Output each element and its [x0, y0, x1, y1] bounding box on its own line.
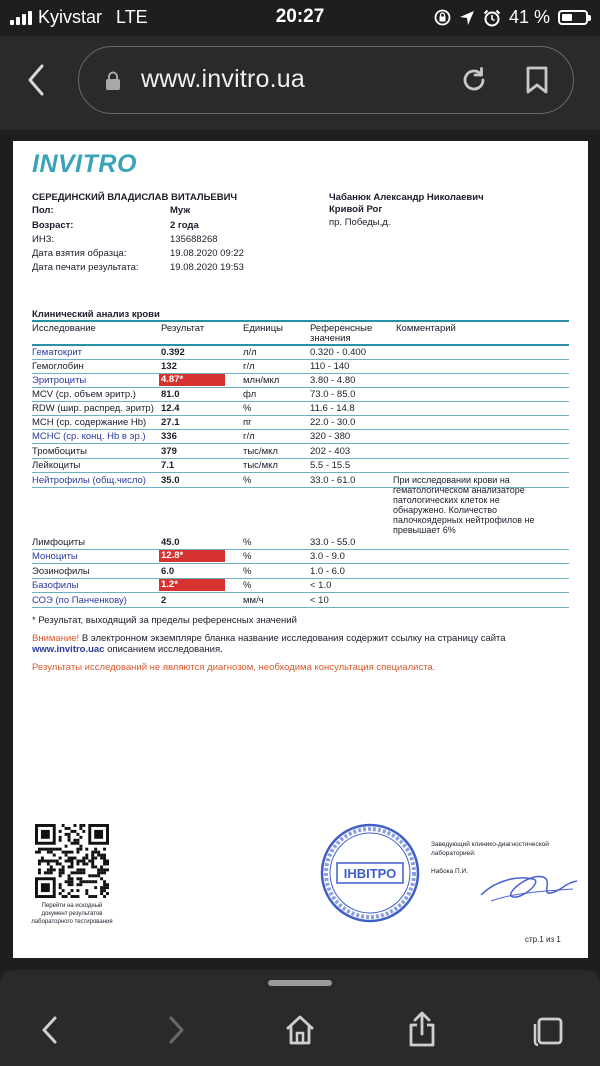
- reference-range: 22.0 - 30.0: [310, 417, 356, 428]
- result-value: 12.4: [161, 403, 180, 414]
- stamp-text: ІНВІТРО: [343, 866, 397, 881]
- qr-caption-1: Перейти на исходный: [41, 903, 103, 909]
- address-bar[interactable]: [78, 46, 574, 114]
- unit: тыс/мкл: [243, 446, 278, 457]
- unit: млн/мкл: [243, 375, 280, 386]
- row-rule: [32, 359, 569, 360]
- sample-date-value: 19.08.2020 09:22: [170, 248, 244, 259]
- row-rule: [32, 373, 569, 374]
- row-rule: [32, 458, 569, 459]
- signature: [473, 865, 583, 909]
- reference-range: 320 - 380: [310, 431, 351, 442]
- reference-range: 202 - 403: [310, 446, 351, 457]
- test-name[interactable]: Эритроциты: [32, 375, 87, 386]
- test-name[interactable]: Гематокрит: [32, 347, 83, 358]
- sex-value: Муж: [170, 205, 191, 216]
- result-value: 6.0: [161, 566, 175, 577]
- inz-label: ИНЗ:: [32, 234, 55, 245]
- test-name[interactable]: Моноциты: [32, 551, 78, 562]
- network-label: LTE: [116, 7, 148, 27]
- comment-line: гематологическом анализаторе: [393, 485, 525, 495]
- row-rule: [32, 607, 569, 608]
- attention-text-2: описанием исследования.: [107, 644, 223, 655]
- row-rule: [32, 415, 569, 416]
- unit: %: [243, 403, 252, 414]
- print-date-label: Дата печати результата:: [32, 262, 139, 273]
- result-value: 27.1: [161, 417, 180, 428]
- url-text[interactable]: www.invitro.ua: [141, 65, 305, 93]
- lock-icon: [105, 71, 121, 91]
- col-comment: Комментарий: [396, 323, 456, 334]
- test-name[interactable]: MCHC (ср. конц. Hb в эр.): [32, 431, 146, 442]
- sample-date-label: Дата взятия образца:: [32, 248, 127, 259]
- reference-range: < 1.0: [310, 580, 332, 591]
- row-rule: [32, 429, 569, 430]
- reference-range: 3.0 - 9.0: [310, 551, 345, 562]
- carrier-label: Kyivstar: [38, 7, 103, 27]
- tabs-icon[interactable]: [532, 1014, 566, 1048]
- section-title: Клинический анализ крови: [32, 309, 160, 320]
- flagged-result: [159, 374, 225, 386]
- test-name[interactable]: Нейтрофилы (общ.число): [32, 475, 146, 486]
- reference-range: 11.6 - 14.8: [310, 403, 355, 414]
- test-name[interactable]: Базофилы: [32, 580, 79, 591]
- back-nav-icon[interactable]: [38, 1014, 62, 1046]
- result-value: 7.1: [161, 460, 175, 471]
- test-name: Эозинофилы: [32, 566, 90, 577]
- unit: %: [243, 551, 252, 562]
- age-label: Возраст:: [32, 220, 74, 231]
- result-value: 45.0: [161, 537, 180, 548]
- doctor-city: Кривой Рог: [329, 204, 383, 215]
- invitro-link[interactable]: www.invitro.uac: [32, 644, 105, 655]
- qr-caption-2: документ результатов: [41, 911, 103, 917]
- sex-label: Пол:: [32, 205, 54, 216]
- reference-range: 73.0 - 85.0: [310, 389, 356, 400]
- result-value: 2: [161, 595, 167, 606]
- reference-range: 33.0 - 61.0: [310, 475, 356, 486]
- patient-name: СЕРЕДИНСКИЙ ВЛАДИСЛАВ ВИТАЛЬЕВИЧ: [32, 192, 238, 203]
- bookmark-icon[interactable]: [525, 66, 549, 94]
- location-icon: [459, 10, 475, 26]
- reference-range: 5.5 - 15.5: [310, 460, 351, 471]
- footnote: * Результат, выходящий за пределы референсных значений: [32, 615, 297, 626]
- home-icon[interactable]: [284, 1014, 316, 1046]
- reference-range: 1.0 - 6.0: [310, 566, 345, 577]
- result-value: 81.0: [161, 389, 180, 400]
- test-name: Лимфоциты: [32, 537, 86, 548]
- head-name: Набока П.И.: [431, 868, 469, 875]
- unit: %: [243, 475, 252, 486]
- col-result: Результат: [161, 323, 205, 334]
- test-name[interactable]: СОЭ (по Панченкову): [32, 595, 127, 606]
- row-rule: [32, 592, 569, 593]
- test-name: MCH (ср. содержание Hb): [32, 417, 147, 428]
- row-rule: [32, 472, 569, 473]
- reload-icon[interactable]: [459, 65, 489, 95]
- browser-bottom-bar: [0, 970, 600, 1066]
- table-top-rule: [32, 320, 569, 322]
- test-name: Лейкоциты: [32, 460, 81, 471]
- col-reference-2: значения: [310, 333, 351, 344]
- unit: мм/ч: [243, 595, 264, 606]
- unit: л/л: [243, 347, 257, 358]
- doctor-name: Чабанюк Александр Николаевич: [329, 192, 484, 203]
- share-icon[interactable]: [407, 1010, 437, 1048]
- lab-report-page: [13, 141, 588, 958]
- invitro-logo: INVITRO: [32, 150, 137, 178]
- result-value: 35.0: [161, 475, 180, 486]
- unit: %: [243, 566, 252, 577]
- page-number: стр.1 из 1: [525, 935, 561, 944]
- row-rule: [32, 549, 569, 550]
- test-name: Гемоглобин: [32, 361, 84, 372]
- result-value: 1.2*: [161, 579, 178, 590]
- unit: фл: [243, 389, 257, 400]
- doctor-address: пр. Победы,д.: [329, 217, 391, 228]
- alarm-icon: [483, 9, 501, 27]
- inz-value: 135688268: [170, 234, 218, 245]
- reference-range: 110 - 140: [310, 361, 350, 372]
- result-value: 0.392: [161, 347, 185, 358]
- reference-range: 33.0 - 55.0: [310, 537, 356, 548]
- status-bar: [0, 0, 600, 36]
- attention-word: Внимание!: [32, 633, 80, 644]
- forward-icon[interactable]: [164, 1014, 188, 1046]
- comment-line: обнаружено. Количество: [393, 505, 497, 515]
- row-rule: [32, 401, 569, 402]
- comment-line: патологических клеток не: [393, 495, 500, 505]
- result-value: 12.8*: [161, 550, 184, 561]
- unit: тыс/мкл: [243, 460, 278, 471]
- qr-caption-3: лабораторного тестирования: [31, 919, 113, 925]
- head-title-2: лабораторией:: [431, 850, 476, 857]
- battery-icon: [558, 10, 588, 25]
- head-title-1: Заведующий клинико-диагностической: [431, 841, 549, 848]
- disclaimer: Результаты исследований не являются диагнозом, необходима консультация специалиста.: [32, 662, 436, 673]
- row-rule: [32, 563, 569, 564]
- clock: 20:27: [275, 6, 325, 27]
- result-value: 379: [161, 446, 177, 457]
- drag-handle[interactable]: [268, 980, 332, 986]
- print-date-value: 19.08.2020 19:53: [170, 262, 244, 273]
- reference-range: < 10: [310, 595, 329, 606]
- table-header-rule: [32, 344, 569, 346]
- flagged-result: [159, 550, 225, 562]
- laboratory-stamp: [318, 821, 422, 925]
- test-name: MCV (ср. объем эритр.): [32, 389, 136, 400]
- back-icon[interactable]: [22, 60, 52, 100]
- rotation-lock-icon: [434, 9, 451, 26]
- col-test: Исследование: [32, 323, 96, 334]
- result-value: 4.87*: [161, 374, 184, 385]
- comment-line: При исследовании крови на: [393, 475, 510, 485]
- col-units: Единицы: [243, 323, 284, 334]
- age-value: 2 года: [170, 220, 199, 231]
- row-rule: [32, 387, 569, 388]
- reference-range: 3.80 - 4.80: [310, 375, 356, 386]
- result-value: 336: [161, 431, 177, 442]
- qr-code[interactable]: [35, 824, 109, 898]
- test-name: Тромбоциты: [32, 446, 87, 457]
- col-reference: Референсные: [310, 323, 373, 334]
- test-name: RDW (шир. распред. эритр): [32, 403, 154, 414]
- comment-line: превышает 6%: [393, 525, 456, 535]
- browser-toolbar: [0, 36, 600, 130]
- unit: %: [243, 580, 252, 591]
- unit: г/л: [243, 431, 255, 442]
- row-rule: [32, 443, 569, 444]
- unit: г/л: [243, 361, 255, 372]
- comment-line: палочкоядерных нейтрофилов не: [393, 515, 535, 525]
- battery-percent: 41 %: [508, 7, 550, 27]
- unit: %: [243, 537, 252, 548]
- reference-range: 0.320 - 0.400: [310, 347, 366, 358]
- flagged-result: [159, 579, 225, 591]
- result-value: 132: [161, 361, 177, 372]
- row-rule: [32, 578, 569, 579]
- attention-text: В электронном экземпляре бланка название исследования содержит ссылку на страницу сайта: [81, 633, 506, 644]
- unit: пг: [243, 417, 252, 428]
